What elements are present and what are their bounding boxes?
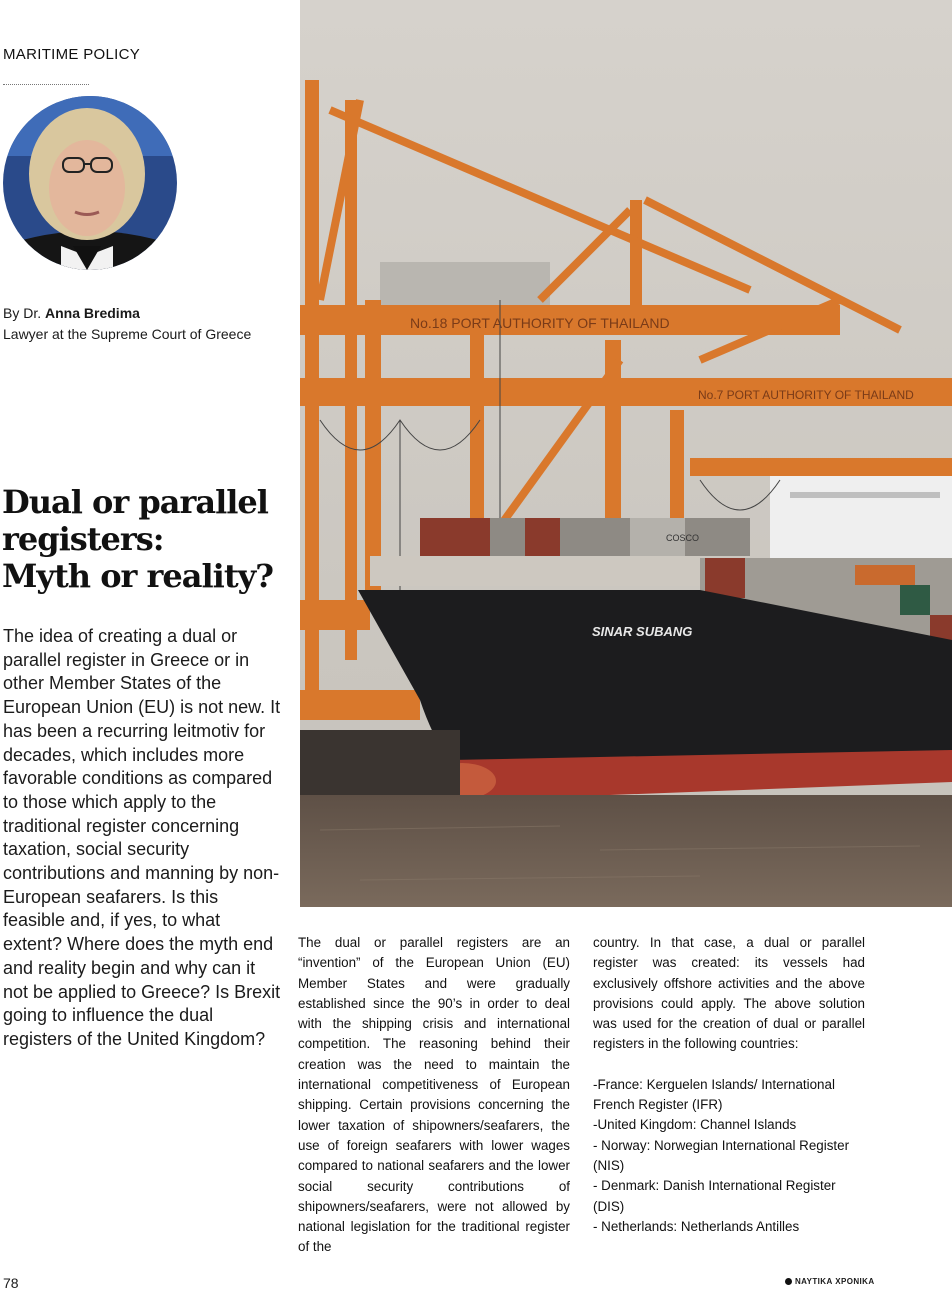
register-item: -United Kingdom: Channel Islands: [593, 1117, 797, 1133]
register-item: - Norway: Norwegian International Register (NIS): [593, 1137, 850, 1173]
dotted-divider: [3, 84, 89, 85]
crane-sign-7: No.7 PORT AUTHORITY OF THAILAND: [698, 388, 914, 402]
headline-line-1: Dual or parallel: [2, 483, 268, 521]
column-2-paragraph: country. In that case, a dual or parallel register was created: its vessels had exclusively offshore activities and the above provisions could apply. The above solution was used for the creation of dual or parallel registers in the following countries:: [593, 935, 865, 1052]
headline-line-2: registers:: [2, 520, 164, 558]
register-item: - Denmark: Danish International Register (DIS): [593, 1178, 836, 1214]
ship-name: SINAR SUBANG: [592, 624, 693, 639]
body-column-2: [593, 933, 865, 1237]
container-ship-photo: [300, 0, 952, 907]
headline-line-3: Myth or reality?: [2, 557, 273, 595]
crane-sign-18: No.18 PORT AUTHORITY OF THAILAND: [410, 315, 670, 331]
author-portrait: [3, 96, 177, 270]
register-item: -France: Kerguelen Islands/ International French Register (IFR): [593, 1076, 835, 1113]
magazine-footer: [785, 1277, 875, 1286]
container-mark: COSCO: [666, 533, 700, 543]
byline-prefix: By Dr.: [3, 305, 46, 321]
article-headline: [2, 484, 292, 595]
lead-paragraph: The idea of creating a dual or parallel register in Greece or in other Member States of the European Union (EU) is not new. It has been a recurring leitmotiv for decades, which includes more favorable conditions as compared to those which apply to the traditional register concerning taxation, social security contributions and manning by non-European seafarers. Is this feasible and, if yes, to what extent? Where does the myth end and reality begin and why can it not be applied to Greece? Is Brexit going to influence the dual registers of the United Kingdom?: [3, 626, 281, 1049]
author-role: Lawyer at the Supreme Court of Greece: [3, 326, 252, 342]
magazine-logo-icon: [785, 1278, 792, 1285]
byline: [3, 303, 251, 345]
page-number: 78: [3, 1275, 19, 1291]
register-item: - Netherlands: Netherlands Antilles: [593, 1218, 800, 1234]
author-name: Anna Bredima: [45, 305, 140, 321]
body-column-1: The dual or parallel registers are an “invention” of the European Union (EU) Member States and were gradually established since the 90’s in order to deal with the shipping crisis and international competition. The reasoning behind their creation was the need to maintain the international competitiveness of European shipping. Certain provisions concerning the lower taxation of shipowners/seafarers, the use of foreign seafarers with lower wages compared to national seafarers and the lower social security contributions of shipowners/seafarers, were not allowed by national legislation for the traditional register of the: [298, 935, 570, 1255]
registers-list: [593, 1075, 865, 1237]
magazine-name: ΝΑΥΤΙΚΑ ΧΡΟΝΙΚΑ: [795, 1277, 875, 1286]
section-label: MARITIME POLICY: [3, 46, 141, 63]
